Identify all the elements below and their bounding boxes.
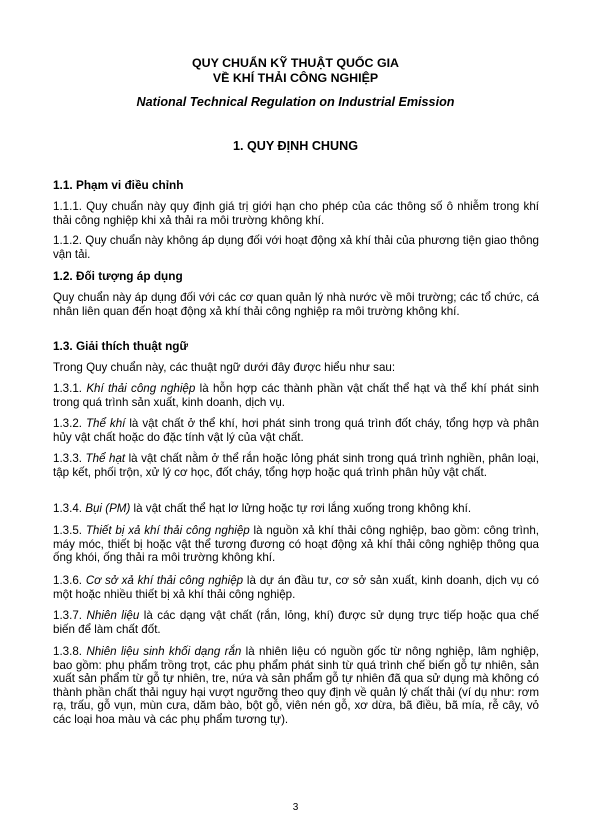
definition-term: Thể khí [85,417,126,430]
paragraph-1-1-1: 1.1.1. Quy chuẩn này quy định giá trị giới hạn cho phép của các thông số ô nhiễm trong khí thải công nghiệp khi xả thải ra môi trường không khí. [53,200,539,227]
definition-1-3-1 [53,382,539,409]
paragraph-1-2: Quy chuẩn này áp dụng đối với các cơ quan quản lý nhà nước về môi trường; các tổ chức, cá nhân liên quan đến hoạt động xả khí thải công nghiệp ra môi trường không khí. [53,291,539,318]
definition-number: 1.3.7. [53,609,87,622]
definition-1-3-4 [53,502,539,516]
definition-1-3-7 [53,609,539,636]
definition-1-3-3 [53,452,539,479]
definition-text: là vật chất ở thể khí, hơi phát sinh trong quá trình đốt cháy, tổng hợp và phân hủy vật chất hoặc do đặc tính vật lý của vật chất. [53,417,539,444]
title-line-2: VỀ KHÍ THẢI CÔNG NGHIỆP [212,71,379,85]
definition-term: Cơ sở xả khí thải công nghiệp [85,574,244,587]
definition-term: Thiết bị xả khí thải công nghiệp [85,524,250,537]
definition-term: Bụi (PM) [85,502,131,515]
definition-term: Nhiên liệu sinh khối dạng rắn [86,645,242,658]
title-line-1: QUY CHUẨN KỸ THUẬT QUỐC GIA [192,56,399,70]
definition-text: là nguồn xả khí thải công nghiệp, bao gồm: công trình, máy móc, thiết bị hoặc vật thể tương đương có hoạt động xả khí thải công nghiệp thông qua ống khói, ống thải ra môi trường không khí. [53,524,539,565]
definition-text: là vật chất thể hạt lơ lửng hoặc tự rơi lắng xuống trong không khí. [130,502,472,515]
paragraph-1-1-2: 1.1.2. Quy chuẩn này không áp dụng đối với hoạt động xả khí thải của phương tiện giao thông vận tải. [53,234,539,261]
definition-term: Thể hạt [85,452,126,465]
definition-1-3-5 [53,524,539,565]
definition-text: là nhiên liệu có nguồn gốc từ nông nghiệp, lâm nghiệp, bao gồm: phụ phẩm trồng trọt, các phụ phẩm phát sinh từ quá trình chế biến gỗ tự nhiên, sản xuất sản phẩm từ gỗ tự nhiên, tre, nứa và sản phẩm gỗ tự nhiên đã qua sử dụng mà không có thành phần chất thải nguy hại vượt ngưỡng theo quy định về quản lý chất thải (ví dụ như: rơm rạ, trấu, gỗ vụn, mùn cưa, dăm bào, bột gỗ, viên nén gỗ, xơ dừa, bã điều, bã mía, rễ cây, vỏ các loại hoa màu và các phụ phẩm tương tự). [53,645,540,726]
definition-text: là hỗn hợp các thành phần vật chất thể hạt và thể khí phát sinh trong quá trình sản xuất, kinh doanh, dịch vụ. [53,382,540,409]
definition-number: 1.3.2. [53,417,86,430]
definition-number: 1.3.8. [53,645,87,658]
definition-number: 1.3.6. [53,574,86,587]
subsection-heading-1-1: 1.1. Phạm vi điều chỉnh [53,178,184,192]
subsection-heading-1-3: 1.3. Giải thích thuật ngữ [53,339,189,353]
paragraph-1-3-intro: Trong Quy chuẩn này, các thuật ngữ dưới đây được hiểu như sau: [53,361,396,374]
page-number: 3 [292,802,299,813]
section-heading: 1. QUY ĐỊNH CHUNG [232,139,359,153]
subsection-heading-1-2: 1.2. Đối tượng áp dụng [53,269,183,283]
definition-1-3-2 [53,417,539,444]
definition-number: 1.3.3. [53,452,86,465]
definition-text: là dự án đầu tư, cơ sở sản xuất, kinh doanh, dịch vụ có một hoặc nhiều thiết bị xả khí thải công nghiệp. [53,574,540,601]
definition-text: là vật chất nằm ở thể rắn hoặc lỏng phát sinh trong quá trình nghiền, phân loại, tập kết, phối trộn, xử lý cơ học, đốt cháy, tổng hợp hoặc quá trình phân hủy vật chất. [53,452,539,479]
definition-number: 1.3.1. [53,382,87,395]
definition-1-3-6 [53,574,539,601]
definition-term: Khí thải công nghiệp [86,382,196,395]
definition-1-3-8 [53,645,539,727]
definition-text: là các dạng vật chất (rắn, lỏng, khí) được sử dụng trực tiếp hoặc qua chế biến để làm chất đốt. [53,609,540,636]
definition-term: Nhiên liệu [86,609,140,622]
definition-number: 1.3.5. [53,524,86,537]
definition-number: 1.3.4. [53,502,86,515]
title-english: National Technical Regulation on Industrial Emission [136,95,455,109]
